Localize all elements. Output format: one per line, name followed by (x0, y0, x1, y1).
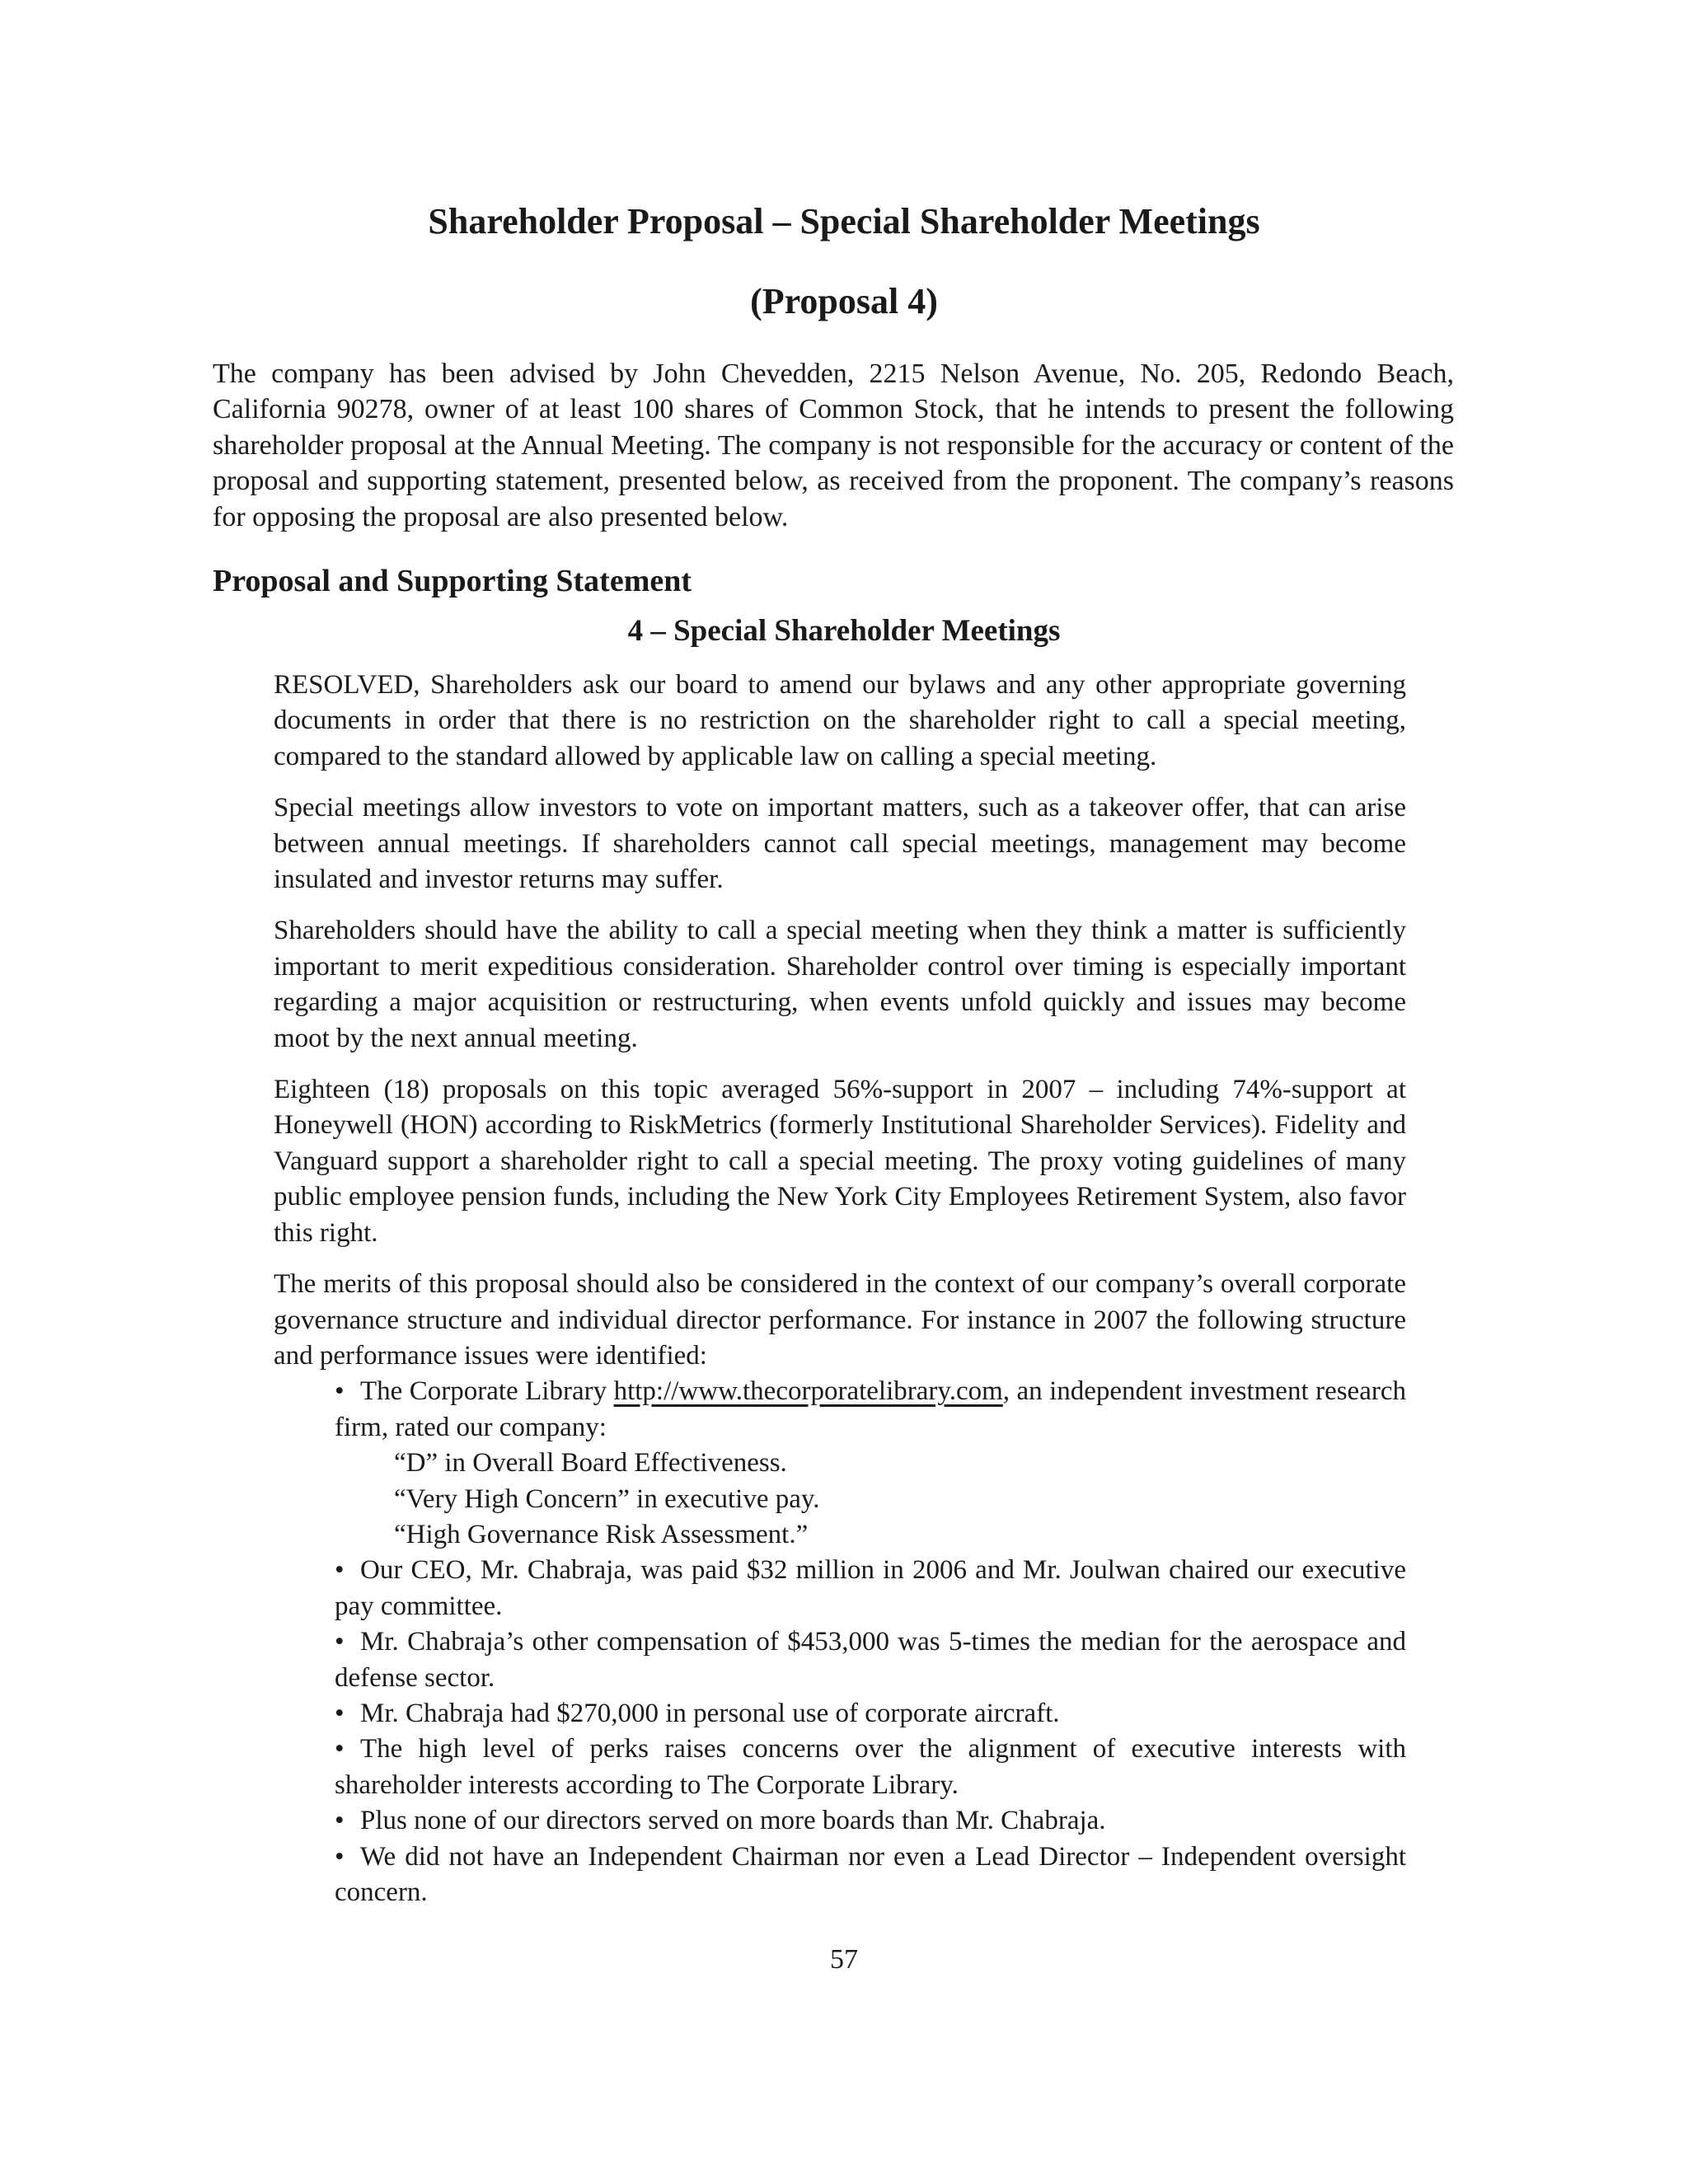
bullet-text: The Corporate Library (360, 1376, 614, 1407)
section-heading: Proposal and Supporting Statement (213, 564, 692, 598)
bullet-text: Mr. Chabraja had $270,000 in personal use of corporate aircraft. (360, 1698, 1060, 1728)
bullet-text: Plus none of our directors served on more boards than Mr. Chabraja. (360, 1806, 1106, 1836)
rating-item: “D” in Overall Board Effectiveness. (394, 1448, 787, 1479)
body-paragraph: Eighteen (18) proposals on this topic averaged 56%-support in 2007 – including 74%-support at Honeywell (HON) according to RiskMetrics (formerly Institutional Shareholder Services). Fidelity and Vanguard support a shareholder right to call a special meeting. The proxy voting guidelines of many public employee pension funds, including the New York City Employees Retirement System, also favor this right. (274, 1075, 1406, 1248)
bullet-icon: • (335, 1376, 345, 1407)
bullet-text: Our CEO, Mr. Chabraja, was paid $32 million in 2006 and Mr. Joulwan chaired our executive pay committee. (335, 1555, 1406, 1621)
resolved-paragraph: RESOLVED, Shareholders ask our board to amend our bylaws and any other appropriate governing documents in order that there is no restriction on the shareholder right to call a special meeting, compared to the standard allowed by applicable law on calling a special meeting. (274, 670, 1406, 771)
rating-item: “High Governance Risk Assessment.” (394, 1519, 809, 1549)
body-paragraph: The merits of this proposal should also be considered in the context of our company’s overall corporate governance structure and individual director performance. For instance in 2007 the following structure and performance issues were identified: (274, 1269, 1406, 1371)
bullet-item (335, 1803, 1406, 1839)
rating-item: “Very High Concern” in executive pay. (394, 1483, 820, 1514)
proposal-heading: 4 – Special Shareholder Meetings (627, 614, 1061, 648)
bullet-text: , an independent investment research firm, rated our company: (335, 1376, 1406, 1442)
proposal-body (274, 668, 1406, 1910)
bullet-text: Mr. Chabraja’s other compensation of $453,000 was 5-times the median for the aerospace and defense sector. (335, 1627, 1406, 1693)
bullet-item (335, 1624, 1406, 1696)
body-paragraph: Special meetings allow investors to vote on important matters, such as a takeover offer, that can arise between annual meetings. If shareholders cannot call special meetings, management may become insulated and investor returns may suffer. (274, 793, 1406, 895)
bullet-icon: • (335, 1555, 345, 1586)
bullet-item (335, 1553, 1406, 1624)
page-number: 57 (830, 1944, 858, 1975)
bullet-item (335, 1374, 1406, 1446)
proposal-number: (Proposal 4) (750, 281, 938, 321)
bullet-text: The high level of perks raises concerns over the alignment of executive interests with shareholder interests according to The Corporate Library. (335, 1734, 1406, 1800)
bullet-icon: • (335, 1841, 345, 1872)
page-title: Shareholder Proposal – Special Shareholder Meetings (428, 201, 1260, 241)
bullet-item (335, 1840, 1406, 1911)
bullet-text: We did not have an Independent Chairman nor even a Lead Director – Independent oversight concern. (335, 1841, 1406, 1907)
body-paragraph: Shareholders should have the ability to call a special meeting when they think a matter is sufficiently important to merit expeditious consideration. Shareholder control over timing is especially important regarding a major acquisition or restructuring, when events unfold quickly and issues may become moot by the next annual meeting. (274, 916, 1406, 1053)
bullet-item (335, 1696, 1406, 1732)
bullet-icon: • (335, 1627, 345, 1657)
bullet-icon: • (335, 1806, 345, 1836)
bullet-icon: • (335, 1734, 345, 1765)
corporate-library-link[interactable]: http://www.thecorporatelibrary.com (613, 1376, 1003, 1407)
bullet-item (335, 1732, 1406, 1803)
bullet-icon: • (335, 1698, 345, 1728)
intro-paragraph: The company has been advised by John Chevedden, 2215 Nelson Avenue, No. 205, Redondo Beach, California 90278, owner of at least 100 shares of Common Stock, that he intends to present the following shareholder proposal at the Annual Meeting. The company is not responsible for the accuracy or content of the proposal and supporting statement, presented below, as received from the proponent. The company’s reasons for opposing the proposal are also presented below. (213, 359, 1454, 532)
